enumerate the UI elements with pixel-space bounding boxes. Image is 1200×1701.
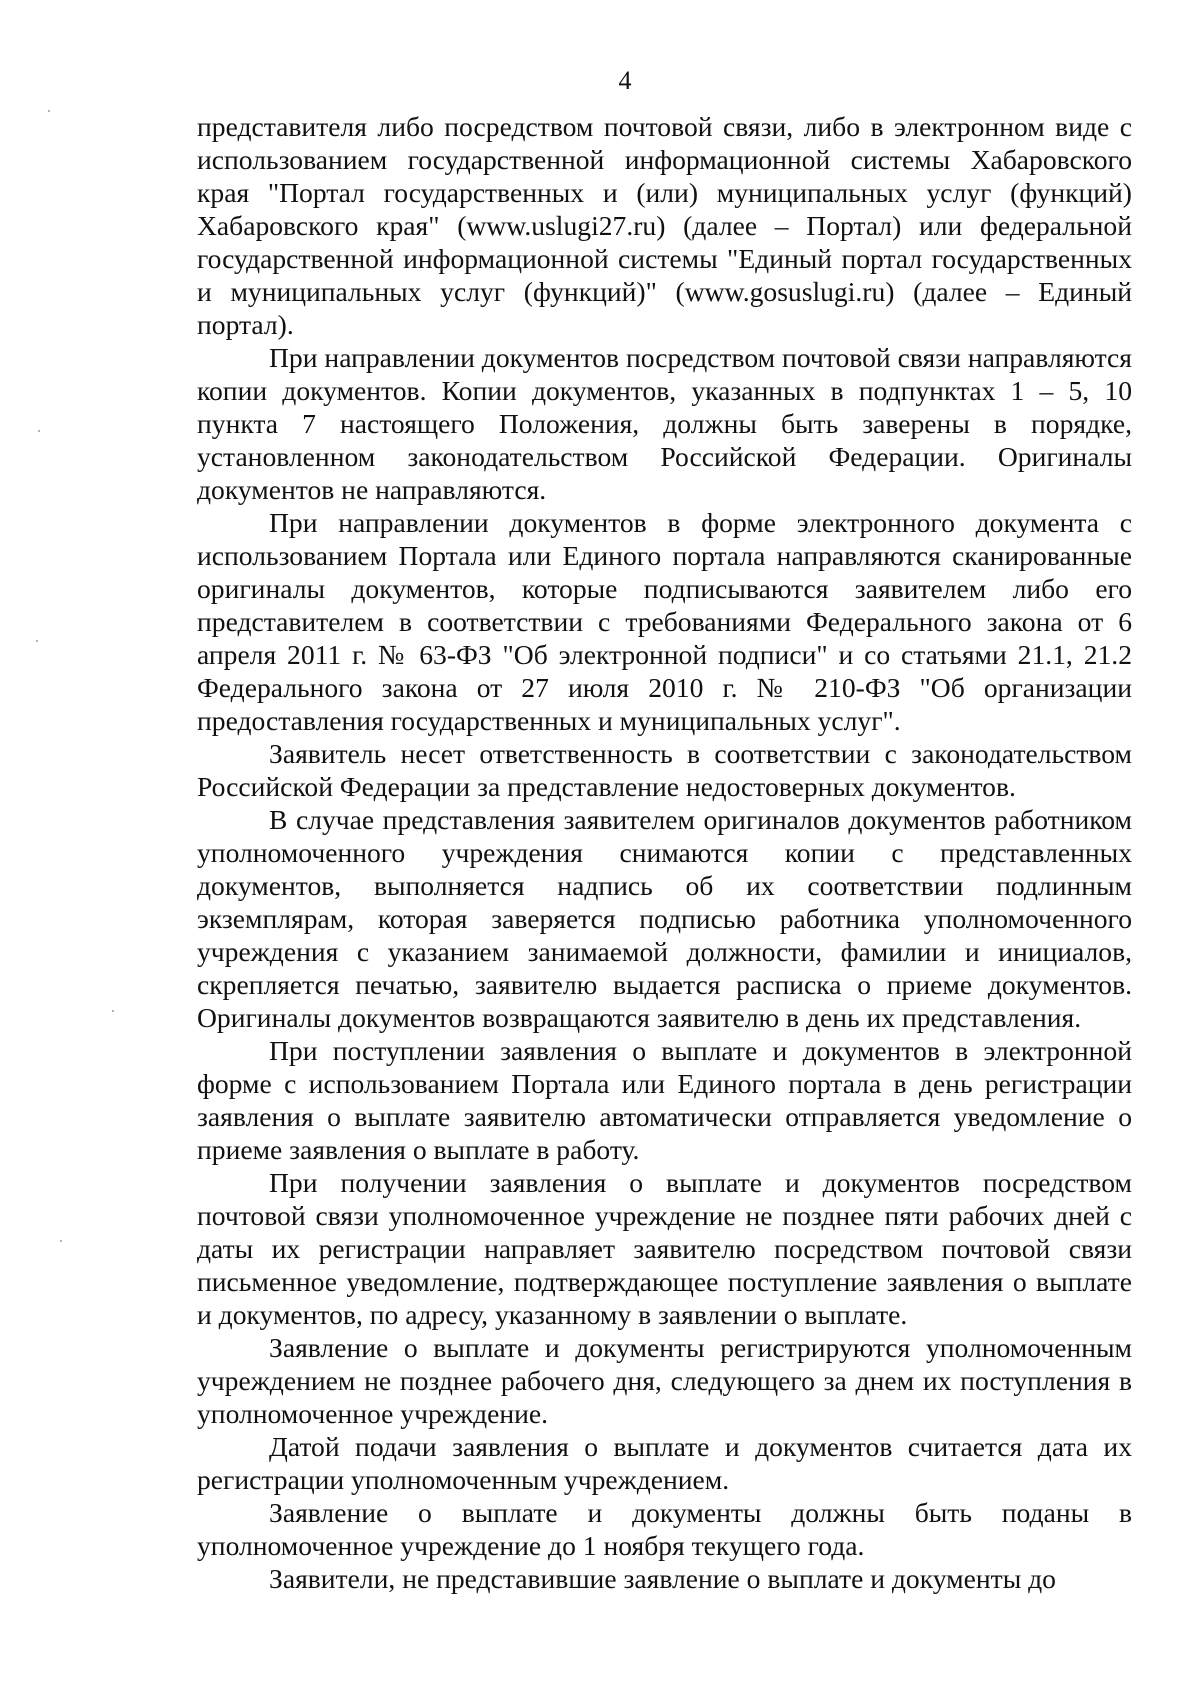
paragraph: При направлении документов посредством почтовой связи направляются копии документов. Копии документов, указанных в подпунктах 1 – 5, 10 пункта 7 настоящего Положения, должны быть заверены в порядке, установленном законодательством Российской Федерации. Оригиналы документов не направляются. (197, 342, 1132, 505)
paragraph: Заявление о выплате и документы должны быть поданы в уполномоченное учреждение до 1 ноября текущего года. (197, 1497, 1132, 1561)
paragraph: представителя либо посредством почтовой связи, либо в электронном виде с использованием государственной информационной системы Хабаровского края "Портал государственных и (или) муниципальных услуг (функций) Хабаровского края" (www.uslugi27.ru) (далее – Портал) или федеральной государственной информационной системы "Единый портал государственных и муниципальных услуг (функций)" (www.gosuslugi.ru) (далее – Единый портал). (197, 111, 1132, 340)
paragraph: При получении заявления о выплате и документов посредством почтовой связи уполномоченное учреждение не позднее пяти рабочих дней с даты их регистрации направляет заявителю посредством почтовой связи письменное уведомление, подтверждающее поступление заявления о выплате и документов, по адресу, указанному в заявлении о выплате. (197, 1167, 1132, 1330)
scan-speck (60, 1240, 62, 1242)
scan-speck (112, 1010, 114, 1012)
paragraph: Заявители, не представившие заявление о выплате и документы до (269, 1563, 1056, 1594)
scan-speck (38, 430, 40, 432)
paragraph: При поступлении заявления о выплате и документов в электронной форме с использованием Портала или Единого портала в день регистрации заявления о выплате заявителю автоматически отправляется уведомление о приеме заявления о выплате в работу. (197, 1035, 1132, 1165)
scan-speck (48, 110, 50, 112)
paragraph: Заявление о выплате и документы регистрируются уполномоченным учреждением не позднее рабочего дня, следующего за днем их поступления в уполномоченное учреждение. (197, 1332, 1132, 1429)
paragraph: Датой подачи заявления о выплате и документов считается дата их регистрации уполномоченным учреждением. (197, 1431, 1132, 1495)
paragraph: При направлении документов в форме электронного документа с использованием Портала или Единого портала направляются сканированные оригиналы документов, которые подписываются заявителем либо его представителем в соответствии с требованиями Федерального закона от 6 апреля 2011 г. № 63-ФЗ "Об электронной подписи" и со статьями 21.1, 21.2 Федерального закона от 27 июля 2010 г. № 210-ФЗ "Об организации предоставления государственных и муниципальных услуг". (197, 507, 1132, 736)
scan-speck (36, 640, 38, 642)
page-number: 4 (618, 66, 632, 95)
paragraph: Заявитель несет ответственность в соответствии с законодательством Российской Федерации за представление недостоверных документов. (197, 738, 1132, 802)
paragraph: В случае представления заявителем оригиналов документов работником уполномоченного учреждения снимаются копии с представленных документов, выполняется надпись об их соответствии подлинным экземплярам, которая заверяется подписью работника уполномоченного учреждения с указанием занимаемой должности, фамилии и инициалов, скрепляется печатью, заявителю выдается расписка о приеме документов. Оригиналы документов возвращаются заявителю в день их представления. (197, 804, 1132, 1033)
body-text (197, 110, 1132, 1595)
